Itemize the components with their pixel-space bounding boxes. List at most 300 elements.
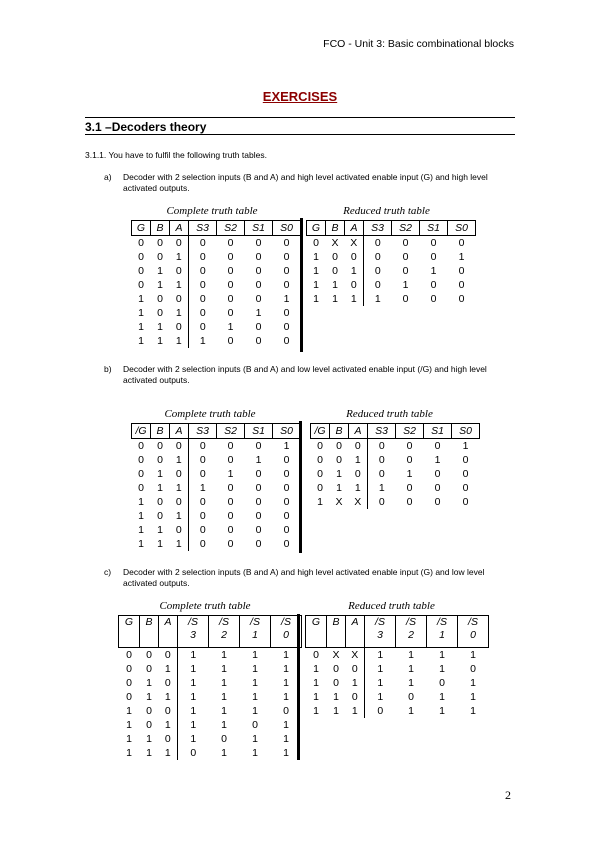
table-cell: 0	[138, 440, 144, 452]
table-cell: 1	[164, 747, 171, 759]
table-cell: 1	[138, 538, 144, 550]
table-cell: 0	[470, 663, 476, 675]
table-cell: 0	[283, 538, 290, 550]
table-cell: 1	[350, 293, 357, 305]
table-cell: 1	[458, 251, 465, 263]
table-cell: 0	[430, 251, 437, 263]
header-cell: /S 0	[271, 616, 302, 648]
table-cell: 1	[157, 321, 163, 333]
header-cell: B	[326, 221, 345, 236]
table-cell: 0	[255, 510, 262, 522]
table-cell: 0	[175, 237, 182, 249]
table-cell: 0	[138, 265, 144, 277]
table-cell: 0	[458, 293, 465, 305]
table-cell: 0	[283, 237, 290, 249]
table-cell: 0	[402, 293, 409, 305]
table-cell: 0	[350, 279, 357, 291]
table-cell: 0	[138, 251, 144, 263]
c-complete-caption: Complete truth table	[159, 600, 251, 612]
table-cell: 0	[368, 467, 396, 481]
table-cell: 0	[164, 677, 171, 689]
table-cell: 0	[157, 440, 163, 452]
table-cell: 0	[189, 495, 217, 509]
table-cell: 1	[252, 733, 258, 745]
table-cell: 1	[126, 705, 132, 717]
table-cell: 0	[164, 705, 171, 717]
header-cell: S1	[245, 221, 273, 236]
header-cell: S2	[217, 424, 245, 439]
table-row	[132, 320, 301, 334]
table-cell: 0	[227, 335, 234, 347]
header-cell: S3	[189, 221, 217, 236]
table-cell: 0	[126, 663, 132, 675]
table-row	[311, 481, 480, 495]
table-cell: 1	[365, 648, 396, 663]
table-cell: 0	[351, 663, 358, 675]
header-cell: A	[346, 616, 365, 648]
header-cell: /S 2	[396, 616, 427, 648]
table-cell: 1	[313, 251, 319, 263]
table-cell: 0	[317, 482, 323, 494]
table-cell: 0	[178, 746, 209, 760]
header-cell: A	[345, 221, 364, 236]
table-cell: 1	[221, 649, 227, 661]
table-cell: 0	[189, 236, 217, 251]
table-cell: 0	[255, 265, 262, 277]
table-row	[132, 306, 301, 320]
header-cell: S1	[420, 221, 448, 236]
header-cell: S1	[245, 424, 273, 439]
table-cell: 0	[227, 307, 234, 319]
table-cell: 0	[126, 649, 132, 661]
table-cell: 1	[408, 677, 414, 689]
b-reduced-caption: Reduced truth table	[346, 408, 433, 420]
table-cell: 1	[402, 279, 409, 291]
header-cell: /G	[132, 424, 151, 439]
table-row	[132, 509, 301, 523]
table-cell: 1	[138, 510, 144, 522]
header-cell: B	[327, 616, 346, 648]
table-cell: 1	[439, 691, 445, 703]
b-complete-truth-table	[131, 423, 301, 551]
table-cell: 1	[368, 481, 396, 495]
table-row	[132, 250, 301, 264]
header-cell: /S 2	[209, 616, 240, 648]
table-cell: 0	[462, 468, 469, 480]
table-cell: 0	[434, 482, 441, 494]
table-cell: 1	[175, 482, 182, 494]
table-cell: 1	[434, 454, 441, 466]
table-cell: 1	[227, 321, 234, 333]
table-cell: 1	[126, 747, 132, 759]
table-cell: 0	[283, 454, 290, 466]
table-cell: 1	[313, 293, 319, 305]
table-cell: 0	[458, 279, 465, 291]
table-cell: 1	[351, 705, 358, 717]
table-cell: 0	[175, 293, 182, 305]
table-row	[132, 439, 301, 454]
table-cell: 0	[364, 278, 392, 292]
table-row	[307, 278, 476, 292]
c-complete-truth-table	[118, 615, 302, 760]
table-row	[119, 676, 302, 690]
table-cell: 1	[283, 733, 289, 745]
table-cell: 0	[430, 279, 437, 291]
a-complete-truth-table	[131, 220, 301, 348]
table-cell: 0	[368, 453, 396, 467]
table-cell: 0	[283, 251, 290, 263]
table-cell: 0	[138, 454, 144, 466]
table-cell: 1	[365, 662, 396, 676]
table-cell: 0	[255, 321, 262, 333]
table-cell: 0	[175, 524, 182, 536]
item-c-label: c)	[104, 567, 112, 577]
table-cell: 0	[364, 250, 392, 264]
header-cell: S0	[452, 424, 480, 439]
table-row	[119, 704, 302, 718]
table-cell: 1	[178, 704, 209, 718]
header-cell: S3	[364, 221, 392, 236]
table-cell: 0	[364, 264, 392, 278]
table-cell: 1	[283, 747, 289, 759]
header-cell: S3	[368, 424, 396, 439]
section-rule-top	[85, 117, 515, 118]
table-cell: 1	[178, 676, 209, 690]
table-cell: 1	[178, 662, 209, 676]
table-cell: 0	[157, 307, 163, 319]
table-cell: 1	[470, 691, 476, 703]
table-cell: 0	[255, 293, 262, 305]
c-reduced-truth-table	[305, 615, 489, 718]
table-cell: 0	[255, 279, 262, 291]
table-cell: 1	[283, 649, 289, 661]
table-cell: 0	[402, 251, 409, 263]
table-cell: 0	[189, 320, 217, 334]
table-cell: 0	[189, 250, 217, 264]
table-row	[306, 690, 489, 704]
running-header: FCO - Unit 3: Basic combinational blocks	[323, 38, 514, 50]
table-cell: 0	[434, 440, 441, 452]
table-cell: 0	[332, 251, 338, 263]
table-cell: 0	[189, 278, 217, 292]
table-cell: 1	[439, 649, 445, 661]
page-title: EXERCISES	[262, 89, 338, 104]
table-cell: 1	[189, 481, 217, 495]
table-cell: 0	[189, 467, 217, 481]
section-heading: 3.1 –Decoders theory	[85, 120, 207, 134]
table-cell: 0	[283, 335, 290, 347]
table-cell: 0	[255, 251, 262, 263]
table-cell: 0	[255, 538, 262, 550]
table-cell: 0	[157, 510, 163, 522]
exercise-intro: 3.1.1. You have to fulfil the following truth tables.	[85, 150, 267, 160]
table-cell: 0	[227, 440, 234, 452]
table-cell: 1	[333, 691, 339, 703]
table-row	[311, 439, 480, 454]
table-cell: 0	[227, 265, 234, 277]
table-cell: 0	[406, 440, 413, 452]
table-cell: 1	[332, 279, 338, 291]
a-reduced-caption: Reduced truth table	[343, 205, 430, 217]
table-cell: 0	[317, 440, 323, 452]
header-cell: /S 3	[178, 616, 209, 648]
table-cell: 0	[458, 265, 465, 277]
table-cell: 0	[283, 510, 290, 522]
table-cell: 1	[332, 293, 338, 305]
table-row	[307, 236, 476, 251]
table-row	[132, 292, 301, 306]
table-cell: 1	[138, 496, 144, 508]
header-cell: /S 0	[458, 616, 489, 648]
table-cell: 0	[283, 307, 290, 319]
table-cell: 1	[351, 677, 358, 689]
header-cell: G	[307, 221, 326, 236]
b-table-divider	[299, 421, 302, 553]
table-cell: 0	[408, 691, 414, 703]
table-cell: 1	[164, 691, 171, 703]
table-cell: 1	[252, 691, 258, 703]
table-cell: 1	[146, 747, 152, 759]
table-cell: X	[331, 237, 339, 249]
table-cell: 0	[227, 510, 234, 522]
table-cell: 1	[255, 454, 262, 466]
table-cell: 1	[283, 719, 289, 731]
table-row	[132, 334, 301, 348]
table-cell: 0	[189, 264, 217, 278]
table-cell: 0	[458, 237, 465, 249]
table-cell: 0	[189, 439, 217, 454]
table-cell: 1	[138, 524, 144, 536]
page-number: 2	[505, 788, 511, 802]
table-row	[119, 648, 302, 663]
table-cell: 0	[439, 677, 445, 689]
header-cell: S2	[396, 424, 424, 439]
table-cell: 0	[157, 293, 163, 305]
header-cell: S0	[273, 221, 301, 236]
table-cell: 0	[434, 496, 441, 508]
table-cell: 0	[255, 496, 262, 508]
c-reduced-caption: Reduced truth table	[348, 600, 435, 612]
table-cell: 1	[313, 265, 319, 277]
header-cell: S0	[273, 424, 301, 439]
table-cell: 1	[178, 718, 209, 732]
a-complete-caption: Complete truth table	[166, 205, 258, 217]
table-row	[119, 662, 302, 676]
header-cell: S3	[189, 424, 217, 439]
header-cell: /S 3	[365, 616, 396, 648]
table-cell: 1	[255, 307, 262, 319]
table-cell: 1	[157, 524, 163, 536]
header-cell: S2	[217, 221, 245, 236]
table-cell: 0	[138, 482, 144, 494]
table-cell: 1	[313, 279, 319, 291]
table-cell: 0	[227, 496, 234, 508]
table-cell: 0	[430, 237, 437, 249]
table-cell: 1	[408, 705, 414, 717]
table-cell: 1	[175, 454, 182, 466]
table-cell: 0	[175, 440, 182, 452]
table-cell: 1	[439, 663, 445, 675]
table-row	[132, 523, 301, 537]
table-cell: 1	[157, 335, 163, 347]
table-cell: X	[332, 649, 340, 661]
table-row	[132, 278, 301, 292]
table-cell: 0	[434, 468, 441, 480]
table-row	[119, 732, 302, 746]
header-cell: B	[140, 616, 159, 648]
table-row	[119, 690, 302, 704]
table-cell: X	[350, 237, 358, 249]
table-cell: 1	[221, 691, 227, 703]
table-cell: 1	[157, 538, 163, 550]
table-cell: 1	[164, 663, 171, 675]
table-cell: 1	[164, 719, 171, 731]
table-row	[307, 264, 476, 278]
table-cell: 1	[313, 705, 319, 717]
table-cell: 0	[430, 293, 437, 305]
table-cell: 0	[255, 335, 262, 347]
table-cell: 1	[221, 663, 227, 675]
item-b-label: b)	[104, 364, 112, 374]
header-cell: A	[170, 424, 189, 439]
table-cell: 0	[354, 468, 361, 480]
header-cell: G	[132, 221, 151, 236]
table-cell: 1	[439, 705, 445, 717]
table-cell: 1	[157, 279, 163, 291]
c-table-divider	[297, 614, 300, 760]
table-cell: 1	[317, 496, 323, 508]
table-cell: 1	[470, 649, 476, 661]
table-cell: 1	[146, 677, 152, 689]
table-cell: 1	[313, 677, 319, 689]
table-cell: 1	[252, 677, 258, 689]
table-cell: 1	[146, 691, 152, 703]
table-cell: 0	[283, 321, 290, 333]
table-cell: 0	[336, 454, 342, 466]
table-cell: 0	[164, 733, 171, 745]
table-row	[132, 264, 301, 278]
header-cell: G	[306, 616, 327, 648]
table-cell: 1	[350, 265, 357, 277]
table-row	[132, 495, 301, 509]
table-cell: 1	[252, 649, 258, 661]
table-cell: 1	[462, 440, 469, 452]
table-cell: 0	[189, 292, 217, 306]
table-cell: 1	[221, 705, 227, 717]
b-complete-caption: Complete truth table	[164, 408, 256, 420]
table-cell: 0	[406, 482, 413, 494]
table-cell: 0	[189, 509, 217, 523]
table-row	[132, 467, 301, 481]
table-cell: 1	[283, 440, 290, 452]
table-cell: 1	[138, 335, 144, 347]
table-cell: 0	[317, 468, 323, 480]
header-cell: S0	[448, 221, 476, 236]
header-cell: A	[349, 424, 368, 439]
table-cell: 0	[336, 440, 342, 452]
table-cell: 1	[283, 677, 289, 689]
table-cell: 0	[283, 496, 290, 508]
table-cell: 1	[178, 732, 209, 746]
table-cell: 1	[221, 719, 227, 731]
table-cell: 0	[189, 523, 217, 537]
table-cell: 0	[227, 251, 234, 263]
table-cell: 0	[157, 496, 163, 508]
table-row	[132, 481, 301, 495]
table-cell: 0	[138, 468, 144, 480]
table-cell: 0	[175, 265, 182, 277]
table-cell: 0	[221, 733, 227, 745]
table-cell: X	[351, 649, 359, 661]
table-cell: 0	[138, 279, 144, 291]
a-reduced-truth-table	[306, 220, 476, 306]
table-cell: 0	[462, 482, 469, 494]
header-cell: /S 1	[427, 616, 458, 648]
table-cell: X	[354, 496, 362, 508]
header-cell: A	[159, 616, 178, 648]
table-cell: X	[335, 496, 343, 508]
table-cell: 1	[470, 705, 476, 717]
header-cell: A	[170, 221, 189, 236]
header-cell: /S 1	[240, 616, 271, 648]
table-cell: 1	[227, 468, 234, 480]
table-cell: 1	[313, 691, 319, 703]
table-cell: 0	[146, 663, 152, 675]
table-cell: 0	[255, 237, 262, 249]
table-cell: 0	[402, 265, 409, 277]
table-cell: 1	[138, 321, 144, 333]
table-cell: 1	[313, 663, 319, 675]
b-reduced-truth-table	[310, 423, 480, 509]
table-cell: 1	[175, 510, 182, 522]
table-cell: 1	[175, 279, 182, 291]
table-cell: 0	[332, 265, 338, 277]
header-cell: B	[151, 221, 170, 236]
table-cell: 0	[283, 279, 290, 291]
header-cell: S1	[424, 424, 452, 439]
table-cell: 0	[255, 482, 262, 494]
table-row	[132, 453, 301, 467]
item-a-text: Decoder with 2 selection inputs (B and A) and high level activated enable input (G) and high level activated outputs.	[123, 172, 488, 193]
table-cell: 0	[333, 663, 339, 675]
table-cell: 0	[283, 468, 290, 480]
table-cell: 1	[175, 335, 182, 347]
table-cell: 0	[462, 454, 469, 466]
table-cell: 1	[178, 690, 209, 704]
table-row	[306, 704, 489, 718]
table-cell: 1	[406, 468, 413, 480]
table-row	[306, 676, 489, 690]
table-cell: 0	[189, 306, 217, 320]
table-row	[132, 537, 301, 551]
table-cell: 1	[138, 293, 144, 305]
table-cell: 0	[126, 691, 132, 703]
table-cell: 0	[175, 468, 182, 480]
table-cell: 1	[408, 649, 414, 661]
table-cell: 0	[146, 719, 152, 731]
table-cell: 0	[146, 649, 152, 661]
table-cell: 0	[157, 251, 163, 263]
table-cell: 1	[252, 705, 258, 717]
header-cell: B	[151, 424, 170, 439]
table-cell: 1	[146, 733, 152, 745]
table-cell: 0	[189, 537, 217, 551]
table-row	[311, 495, 480, 509]
item-b-text: Decoder with 2 selection inputs (B and A) and low level activated enable input (/G) and high level activated outputs.	[123, 364, 487, 385]
table-cell: 0	[157, 237, 163, 249]
table-cell: 0	[255, 468, 262, 480]
table-cell: 1	[175, 307, 182, 319]
